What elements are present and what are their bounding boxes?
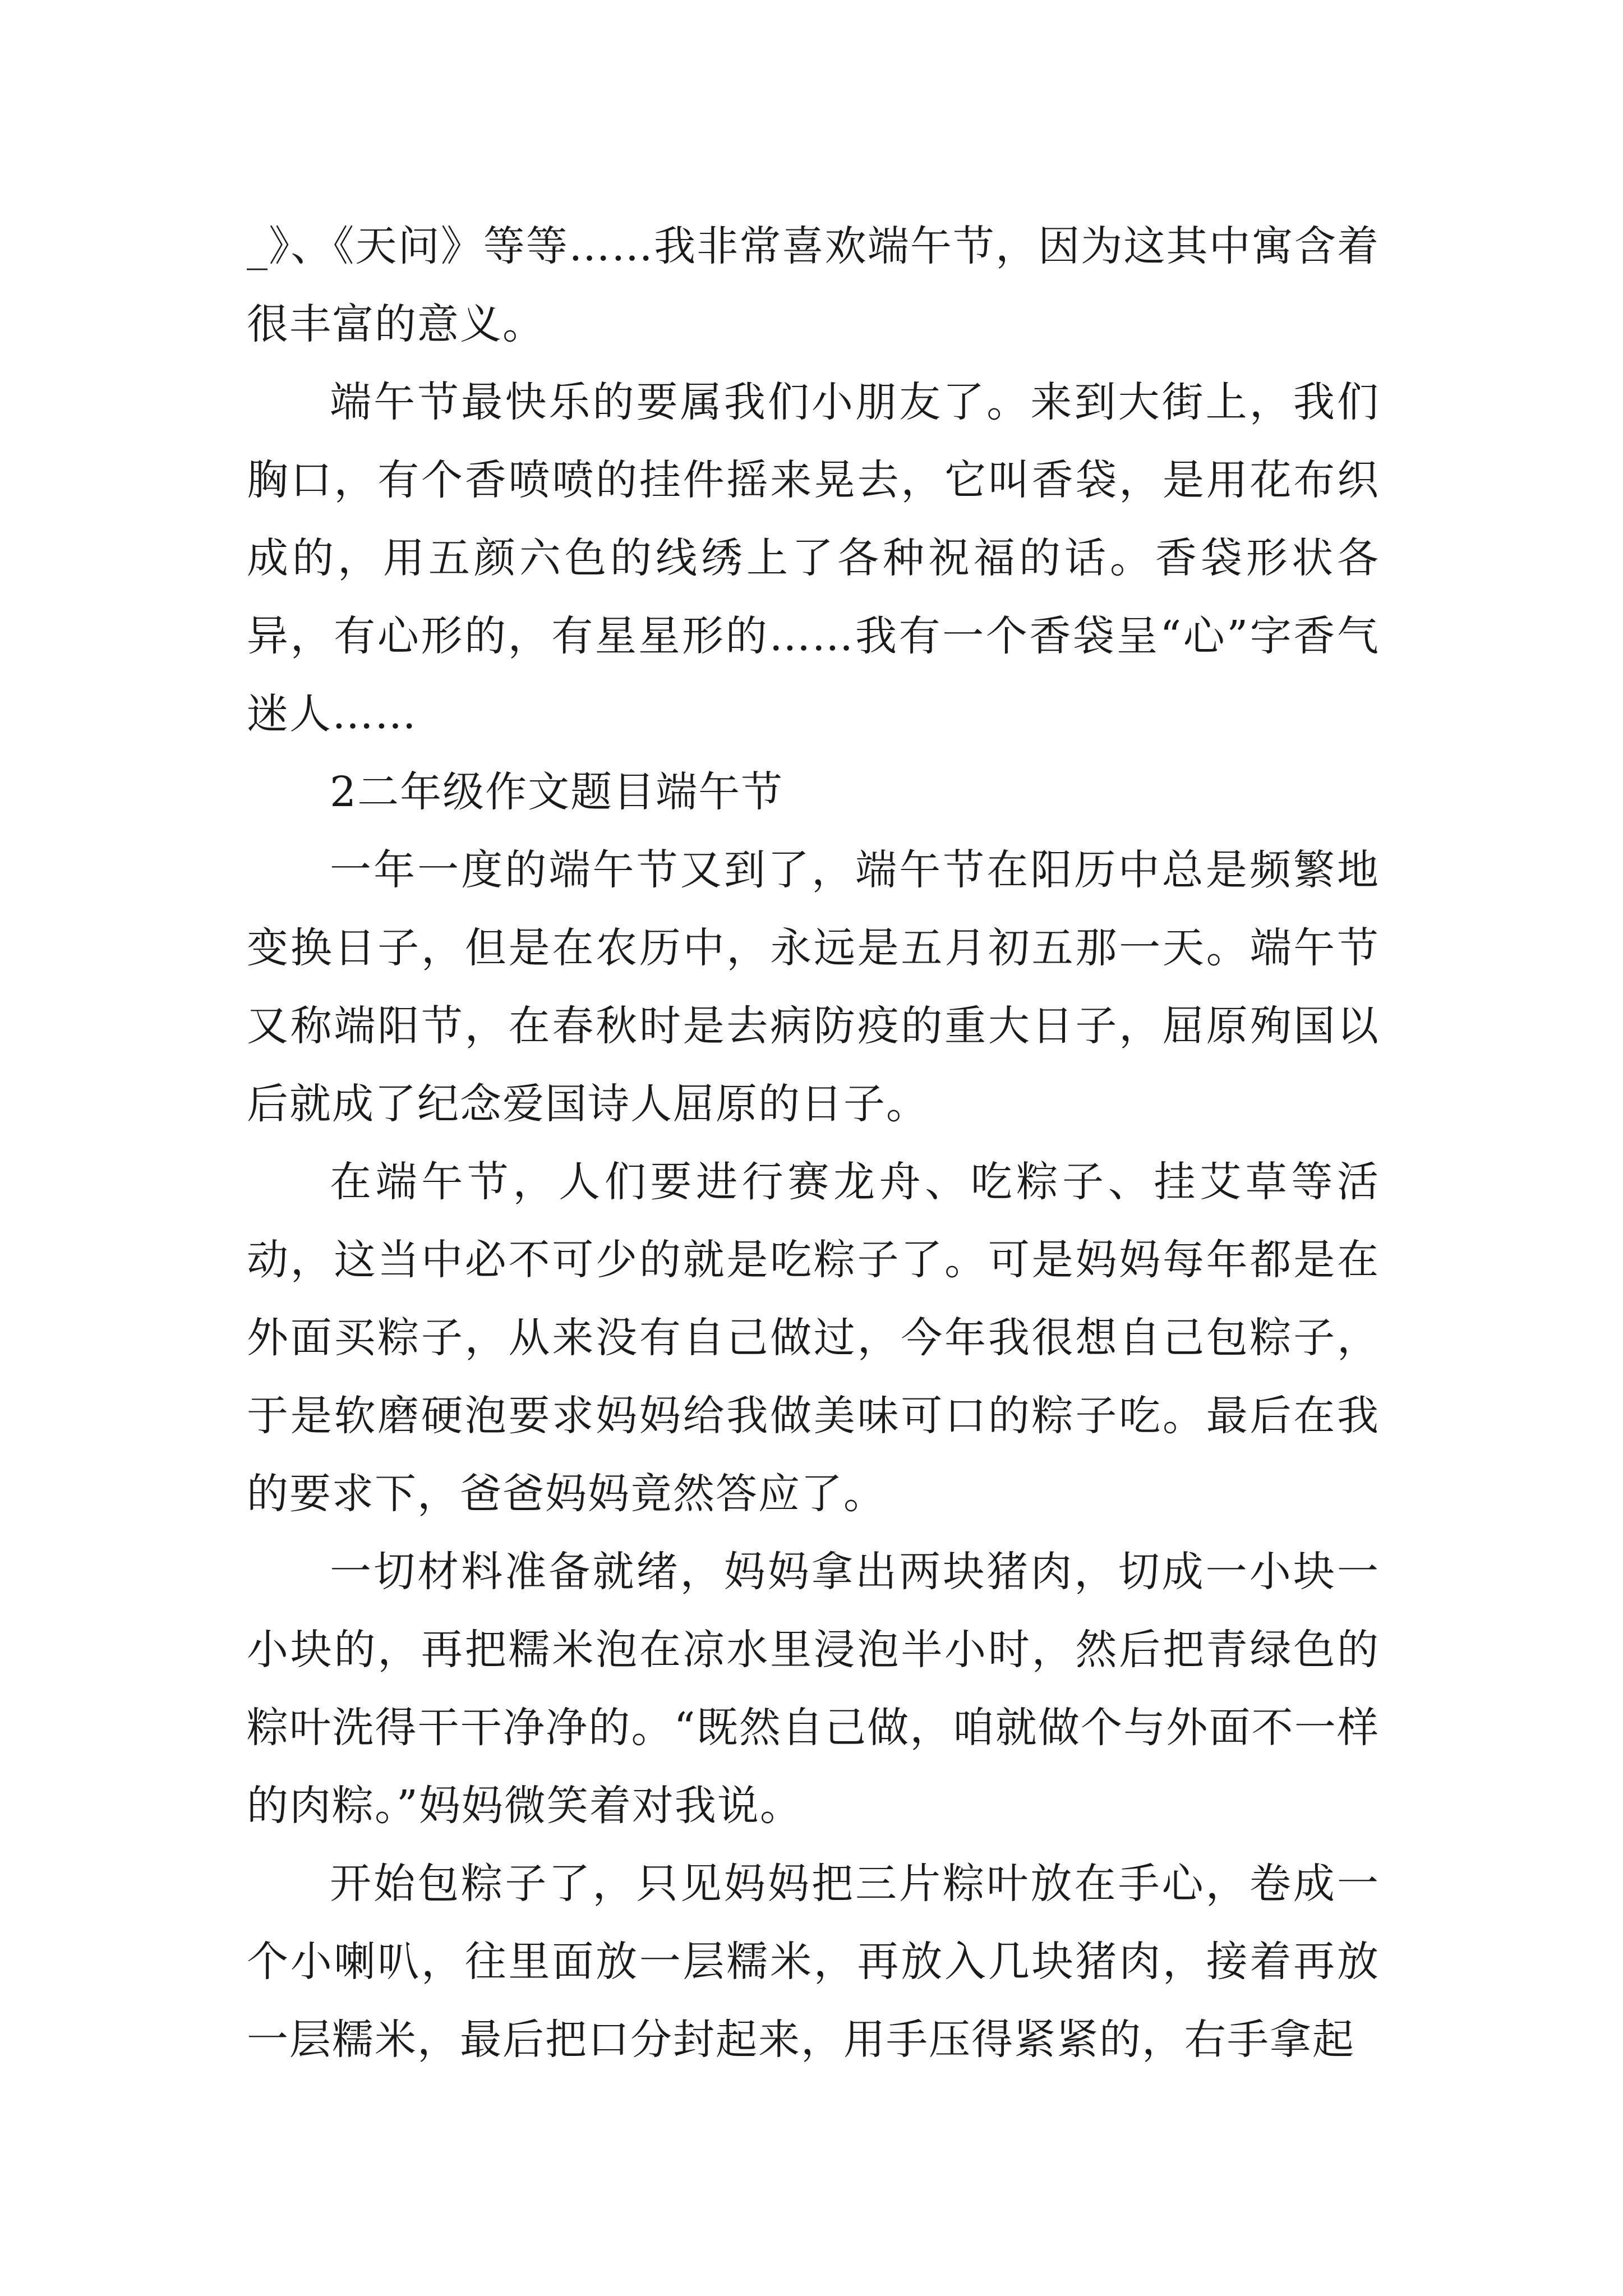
paragraph-festival-intro: 一年一度的端午节又到了，端午节在阳历中总是频繁地变换日子，但是在农历中，永远是五月初五那一天。端午节又称端阳节，在春秋时是去病防疫的重大日子，屈原殉国以后就成了纪念爱国诗人屈原的日子。: [247, 846, 1380, 1128]
essay-heading: 2二年级作文题目端午节: [330, 768, 784, 816]
document-page: [247, 208, 1380, 2079]
paragraph-sachet: 端午节最快乐的要属我们小朋友了。来到大街上，我们胸口，有个香喷喷的挂件摇来晃去，它叫香袋，是用花布织成的，用五颜六色的线绣上了各种祝福的话。香袋形状各异，有心形的，有星星形的……我有一个香袋呈“心”字香气迷人……: [247, 378, 1380, 738]
paragraph-preparation: 一切材料准备就绪，妈妈拿出两块猪肉，切成一小块一小块的，再把糯米泡在凉水里浸泡半小时，然后把青绿色的粽叶洗得干干净净的。“既然自己做，咱就做个与外面不一样的肉粽。”妈妈微笑着对我说。: [247, 1548, 1380, 1830]
paragraph-intro-continuation: _》、《天问》等等……我非常喜欢端午节，因为这其中寓含着很丰富的意义。: [247, 222, 1380, 348]
paragraph-activities: 在端午节，人们要进行赛龙舟、吃粽子、挂艾草等活动，这当中必不可少的就是吃粽子了。可是妈妈每年都是在外面买粽子，从来没有自己做过，今年我很想自己包粽子，于是软磨硬泡要求妈妈给我做美味可口的粽子吃。最后在我的要求下，爸爸妈妈竟然答应了。: [247, 1158, 1380, 1518]
paragraph-wrapping: 开始包粽子了，只见妈妈把三片粽叶放在手心，卷成一个小喇叭，往里面放一层糯米，再放入几块猪肉，接着再放一层糯米，最后把口分封起来，用手压得紧紧的，右手拿起: [247, 1860, 1380, 2064]
